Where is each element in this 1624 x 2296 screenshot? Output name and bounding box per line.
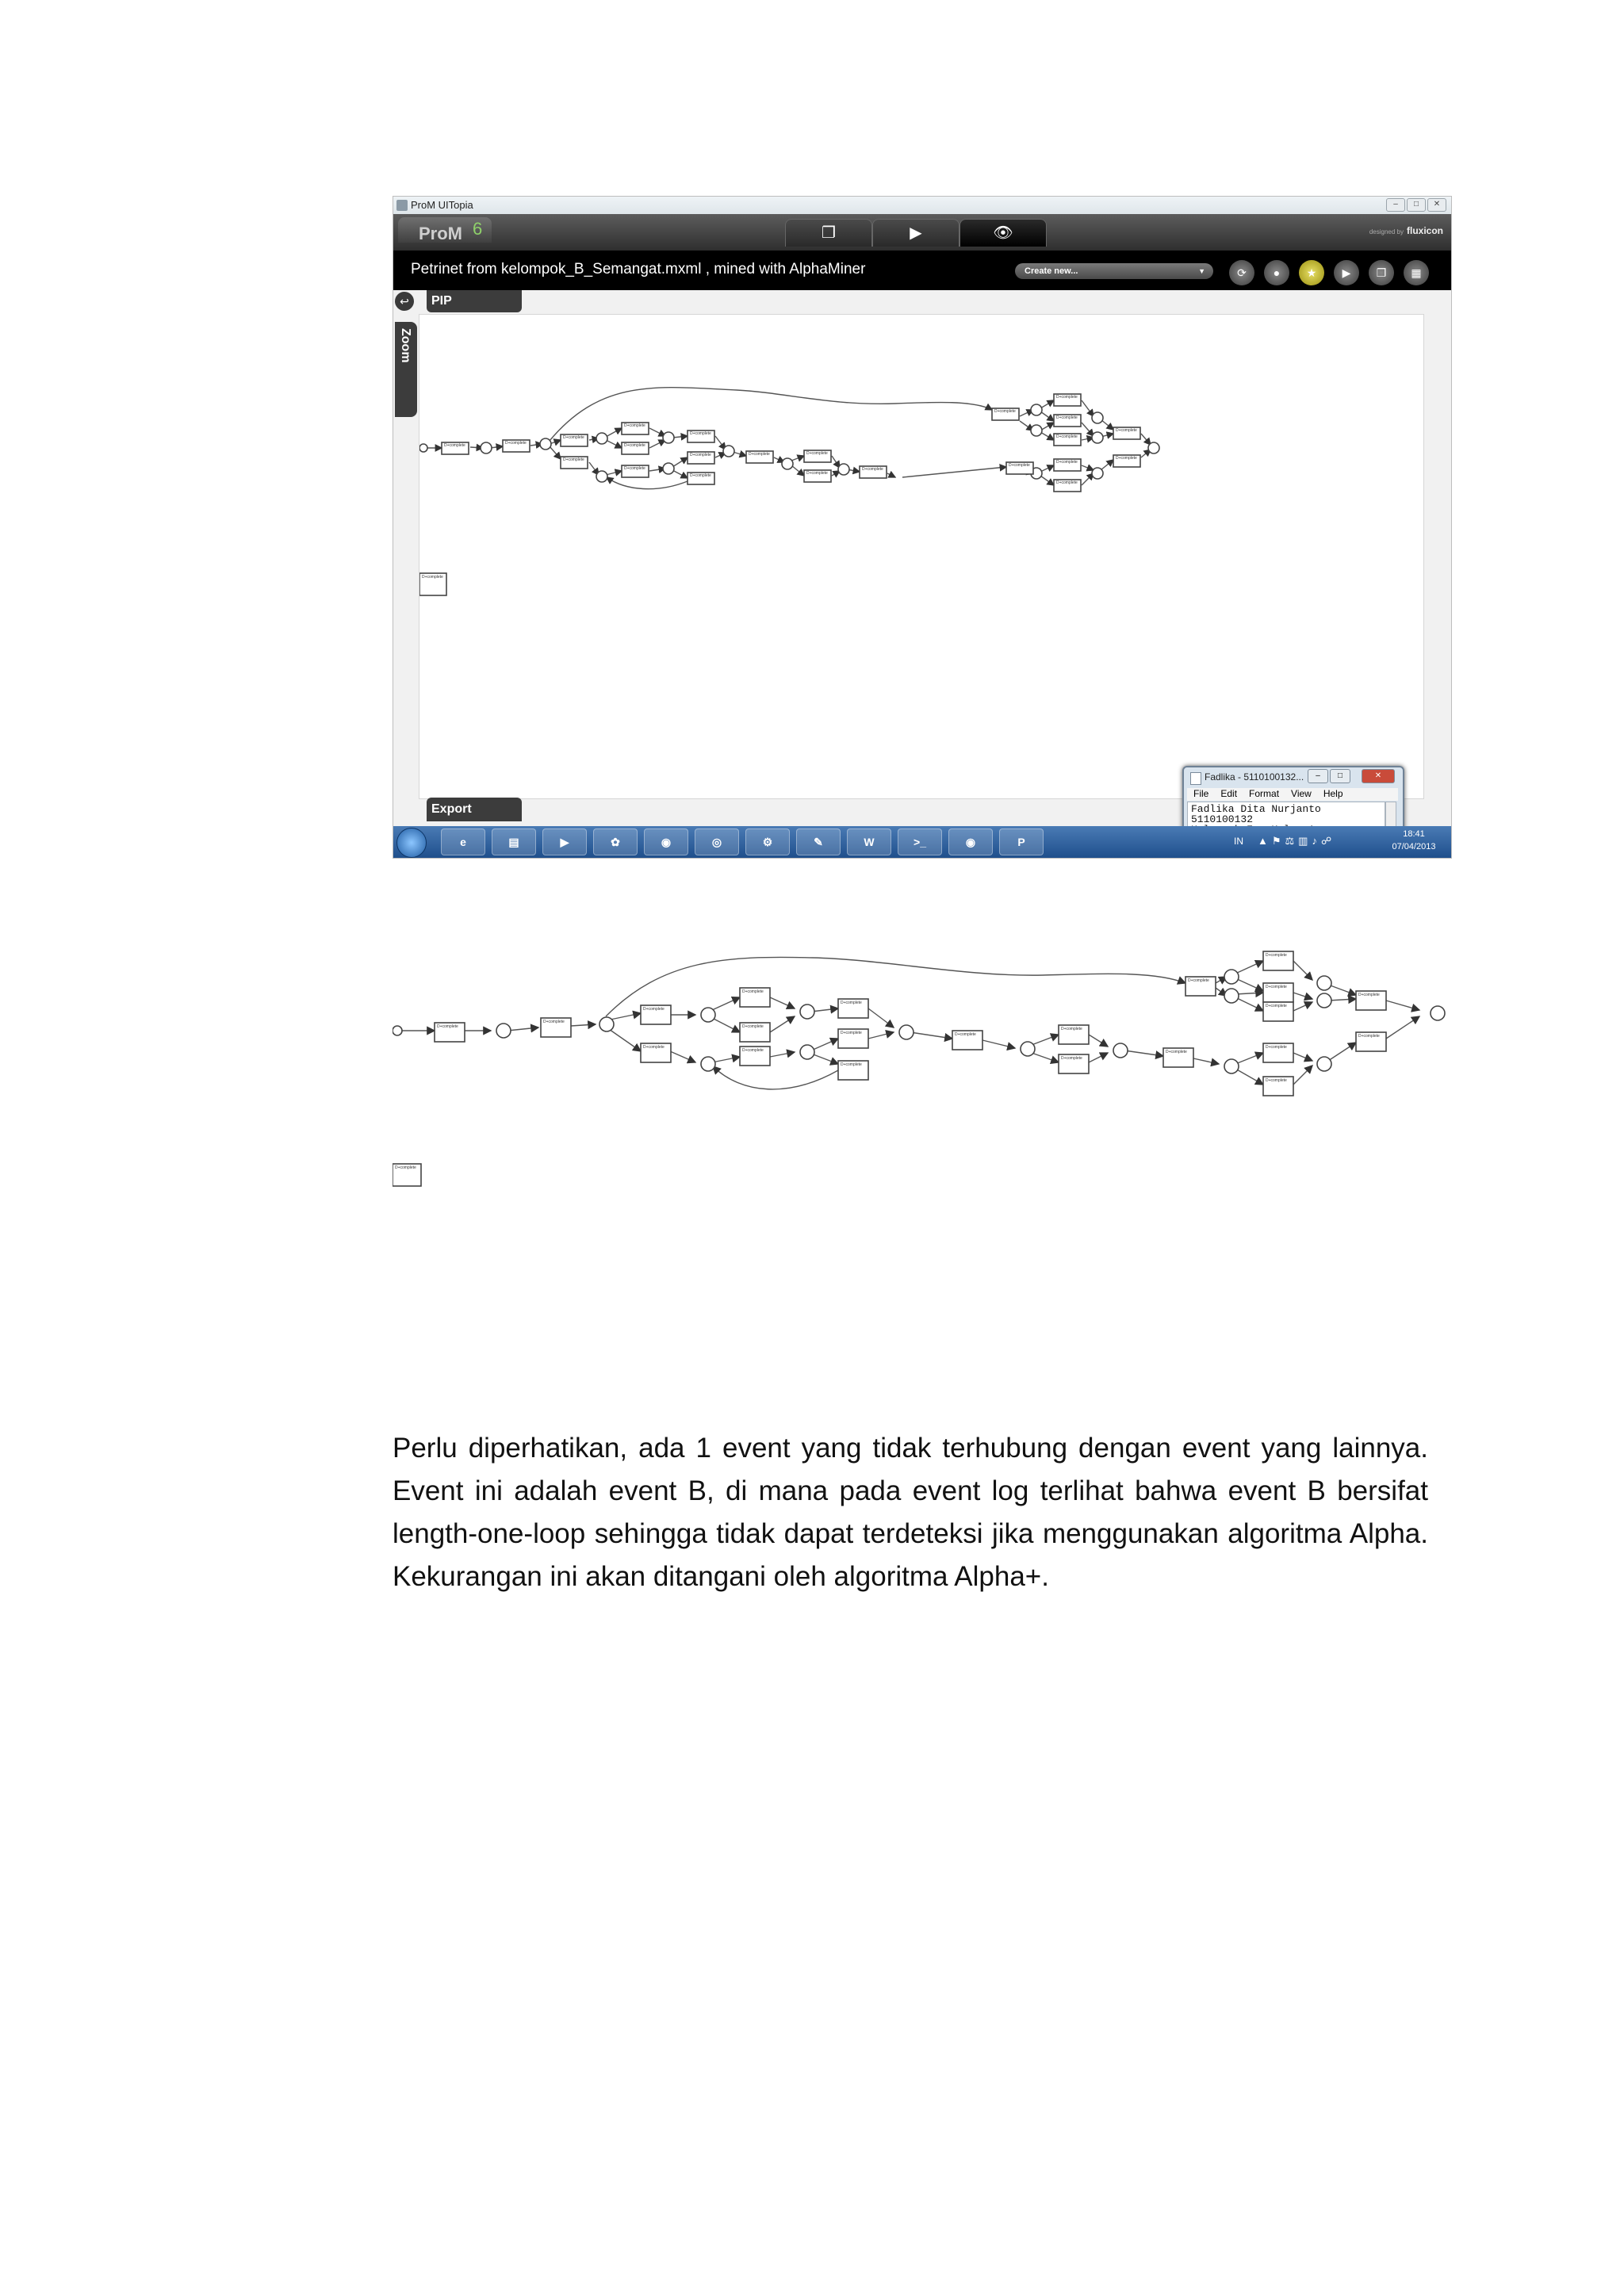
svg-text:D+complete: D+complete [1056,395,1078,400]
taskbar-media[interactable] [542,828,587,855]
notepad-close-button[interactable]: ✕ [1362,769,1395,783]
svg-text:D+complete: D+complete [1266,985,1287,989]
svg-text:D+complete: D+complete [1116,456,1137,461]
view-canvas [393,290,1451,826]
menu-format[interactable]: Format [1249,788,1280,799]
svg-text:D+complete: D+complete [1056,460,1078,465]
taskbar-cmd[interactable] [898,828,942,855]
folder-icon: ▤ [508,836,519,848]
app-icon: ✿ [611,836,620,848]
svg-text:D+complete: D+complete [1266,1078,1287,1083]
taskbar-app[interactable] [593,828,638,855]
play-button[interactable] [1334,260,1359,285]
minimize-button[interactable]: – [1386,198,1405,212]
favorite-button[interactable] [1299,260,1324,285]
menu-edit[interactable]: Edit [1220,788,1238,799]
create-new-label: Create new... [1025,266,1078,276]
svg-text:D+complete: D+complete [841,1062,862,1067]
svg-text:D+complete: D+complete [742,1024,764,1029]
notepad-menu [1187,788,1398,801]
back-icon: ↩ [400,295,409,308]
maximize-button[interactable]: □ [1407,198,1426,212]
svg-text:D+complete: D+complete [1266,953,1287,958]
terminal-icon: >_ [914,836,926,848]
window-titlebar [393,197,1451,215]
workspace-icon: ❐ [822,224,836,242]
svg-text:D+complete: D+complete [563,457,584,462]
svg-text:D+complete: D+complete [1056,434,1078,439]
svg-text:D+complete: D+complete [1061,1056,1082,1061]
svg-text:D+complete: D+complete [841,1031,862,1035]
notepad-icon [1190,772,1201,785]
pip-label: PIP [431,294,452,308]
body-paragraph: Perlu diperhatikan, ada 1 event yang tidak terhubung dengan event yang lainnya. Event ini adalah event B, di mana pada event log terlihat bahwa event B bersifat length-one-loop sehingga tidak dapat terdeteksi jika menggunakan algoritma Alpha. Kekurangan ini akan ditangani oleh algoritma Alpha+. [393,1433,1428,1592]
svg-text:D+complete: D+complete [690,453,711,457]
menu-view[interactable]: View [1291,788,1312,799]
svg-text:D+complete: D+complete [806,451,828,456]
svg-text:D+complete: D+complete [1056,415,1078,420]
taskbar-word[interactable] [847,828,891,855]
svg-text:D+complete: D+complete [1266,1045,1287,1050]
petri-places [419,404,1159,482]
svg-text:D+complete: D+complete [563,435,584,440]
workspace-tab[interactable] [785,219,872,247]
net-title: Petrinet from kelompok_B_Semangat.mxml , mined with AlphaMiner [411,261,866,277]
svg-text:D+complete: D+complete [742,989,764,994]
svg-text:D+complete: D+complete [437,1024,458,1029]
svg-text:D+complete: D+complete [1358,1034,1380,1039]
svg-text:D+complete: D+complete [1009,463,1030,468]
svg-text:D+complete: D+complete [862,467,883,472]
svg-text:D+complete: D+complete [643,1045,665,1050]
word-icon: W [864,836,875,848]
notepad-task-icon: ✎ [814,836,823,848]
star-icon: ★ [1306,266,1317,279]
prom-app-icon [396,200,408,211]
svg-text:D+complete: D+complete [1188,978,1209,983]
taskbar-app2[interactable] [948,828,993,855]
petri-net-graph-2 [393,928,1455,1197]
play-icon: ▶ [1342,266,1351,279]
prom-icon: ⚙ [762,836,773,848]
clock-date[interactable]: 07/04/2013 [1392,842,1436,851]
prom-version: 6 [473,219,483,239]
menu-file[interactable]: File [1193,788,1209,799]
views-icon: 👁 [993,224,1013,242]
powerpoint-icon: P [1017,836,1025,848]
taskbar-notepad[interactable] [796,828,841,855]
svg-text:D+complete: D+complete [749,452,770,457]
notepad-maximize-button[interactable]: □ [1330,769,1350,783]
svg-text:D+complete: D+complete [742,1048,764,1053]
clock-time[interactable]: 18:41 [1403,829,1425,839]
svg-text:D+complete: D+complete [1056,480,1078,485]
view-toolbar [393,251,1451,290]
taskbar-ie[interactable] [441,828,485,855]
svg-text:D+complete: D+complete [643,1007,665,1012]
prom-header [393,214,1451,251]
actions-tab[interactable] [872,219,959,247]
drop-button[interactable] [1264,260,1289,285]
petri-net-graph-1 [419,315,1423,798]
designed-by: designed by [1369,228,1404,235]
notepad-title: Fadlika - 5110100132... [1205,771,1304,783]
views-tab[interactable] [959,219,1047,247]
globe-icon: ◉ [965,836,976,848]
zoom-tab[interactable] [395,322,417,417]
prom-logo-text: ProM [419,224,462,243]
svg-text:D+complete: D+complete [1358,993,1380,997]
petri-net-panel[interactable] [419,314,1424,799]
svg-text:D+complete: D+complete [624,466,645,471]
svg-text:D+complete: D+complete [395,1165,416,1170]
taskbar-firefox[interactable] [644,828,688,855]
menu-help[interactable]: Help [1323,788,1343,799]
svg-text:D+complete: D+complete [806,471,828,476]
svg-text:D+complete: D+complete [841,1001,862,1005]
back-button[interactable] [395,292,414,311]
zoom-label: Zoom [399,328,412,363]
ie-icon: e [460,836,466,848]
svg-text:D+complete: D+complete [690,431,711,436]
refresh-button[interactable] [1229,260,1254,285]
svg-text:D+complete: D+complete [505,441,527,446]
export-tab[interactable] [427,798,522,821]
prom-screenshot [393,196,1452,859]
drop-icon: ● [1273,266,1281,279]
actions-icon: ▶ [910,224,922,242]
windows-taskbar [393,826,1451,858]
chrome-icon: ◎ [711,836,722,848]
svg-text:D+complete: D+complete [422,575,443,580]
svg-text:D+complete: D+complete [444,443,465,448]
svg-text:D+complete: D+complete [994,409,1016,414]
svg-text:D+complete: D+complete [624,443,645,448]
brand-name: fluxicon [1406,225,1443,236]
firefox-icon: ◉ [661,836,672,848]
copy-icon: ❐ [1376,266,1387,279]
taskbar-chrome[interactable] [695,828,739,855]
close-button[interactable]: ✕ [1427,198,1446,212]
svg-text:D+complete: D+complete [1166,1050,1187,1054]
svg-text:D+complete: D+complete [624,423,645,428]
svg-text:D+complete: D+complete [1266,1004,1287,1008]
notepad-text-area[interactable]: Fadlika Dita Nurjanto 5110100132 [1187,802,1385,859]
fluxicon-logo [1369,225,1443,236]
export-label: Export [431,802,472,816]
svg-text:D+complete: D+complete [690,473,711,478]
prom-logo [398,217,492,243]
grid-button[interactable] [1404,260,1429,285]
tray-icons[interactable]: ▲⚑⚖▥♪☍ [1258,835,1336,847]
chevron-down-icon: ▼ [1198,267,1205,275]
taskbar-explorer[interactable] [492,828,536,855]
tray-language[interactable]: IN [1234,836,1243,847]
pip-tab[interactable] [427,290,522,312]
taskbar-prom[interactable] [745,828,790,855]
media-icon: ▶ [560,836,569,848]
svg-text:D+complete: D+complete [955,1032,976,1037]
notepad-minimize-button[interactable]: – [1308,769,1328,783]
taskbar-powerpoint[interactable] [999,828,1044,855]
svg-text:D+complete: D+complete [543,1020,565,1024]
window-title: ProM UITopia [411,199,473,211]
svg-text:D+complete: D+complete [1061,1027,1082,1031]
svg-text:D+complete: D+complete [1116,428,1137,433]
petri-transitions [419,394,1140,595]
refresh-icon: ⟳ [1237,266,1247,279]
create-new-dropdown[interactable] [1015,263,1213,279]
copy-button[interactable] [1369,260,1394,285]
grid-icon: ▦ [1411,266,1422,279]
start-button[interactable] [396,828,427,858]
